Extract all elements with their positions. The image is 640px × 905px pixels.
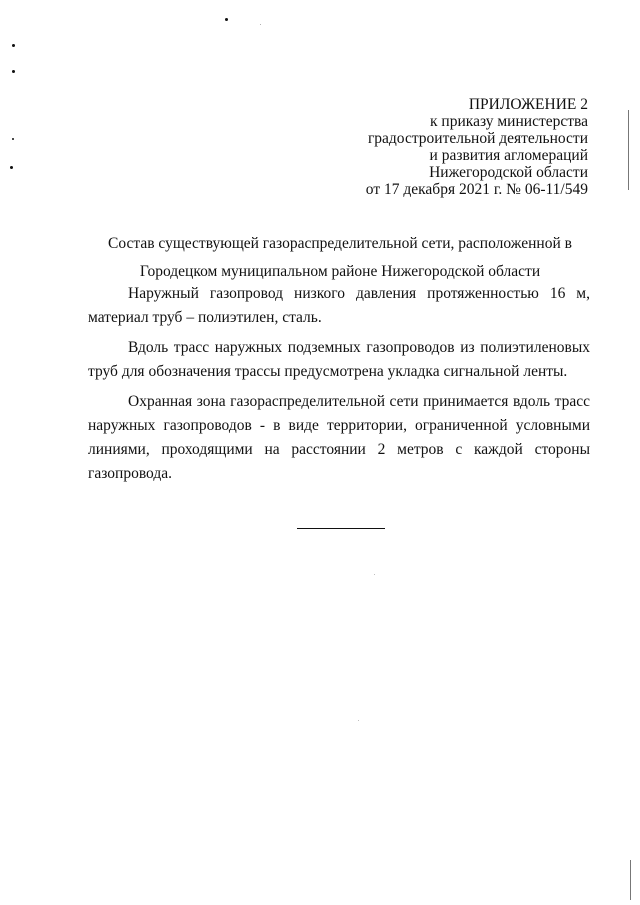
scan-speck (358, 720, 359, 721)
scan-speck (12, 138, 14, 140)
appendix-date: от 17 декабря 2021 г. № 06-11/549 (365, 181, 588, 198)
scan-speck (260, 24, 261, 25)
document-title (60, 230, 620, 286)
paragraph: Наружный газопровод низкого давления протяженностью 16 м, материал труб – полиэтилен, сталь. (88, 285, 590, 326)
scan-edge (630, 860, 631, 900)
paragraph: Охранная зона газораспределительной сети принимается вдоль трасс наружных газопроводов - в виде территории, ограниченной условными линиями, проходящими на расстоянии 2 метров с каждой стороны газопровода. (88, 393, 590, 482)
scan-speck (12, 70, 15, 73)
end-rule (297, 528, 385, 529)
appendix-line: и развития агломераций (429, 147, 588, 164)
scan-speck (225, 18, 228, 21)
appendix-line: Нижегородской области (429, 164, 588, 181)
appendix-header (366, 96, 588, 198)
appendix-line: к приказу министерства (430, 113, 588, 130)
scan-speck (374, 574, 375, 575)
appendix-line: градостроительной деятельности (367, 130, 588, 147)
paragraph: Вдоль трасс наружных подземных газопроводов из полиэтиленовых труб для обозначения трассы предусмотрена укладка сигнальной ленты. (88, 339, 590, 380)
scan-edge (628, 110, 629, 190)
scan-speck (12, 44, 15, 47)
appendix-title: ПРИЛОЖЕНИЕ 2 (468, 96, 588, 113)
title-line: Состав существующей газораспределительной сети, расположенной в (108, 235, 572, 252)
document-body (88, 282, 590, 492)
title-line: Городецком муниципальном районе Нижегородской области (139, 263, 541, 280)
scan-speck (10, 166, 13, 169)
